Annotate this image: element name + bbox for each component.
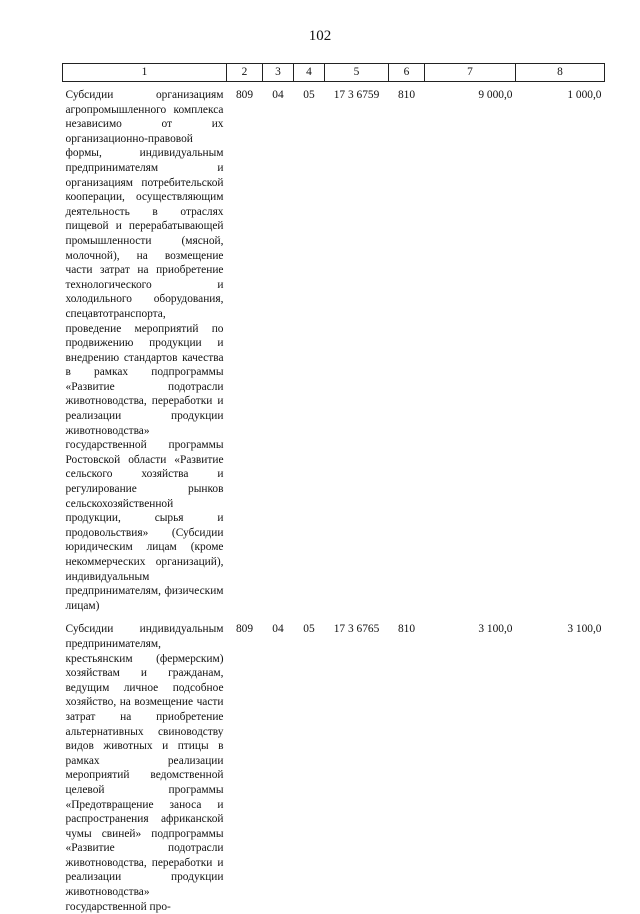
row-amount-2: 3 100,0: [567, 623, 602, 636]
row-section-code: 04: [272, 89, 284, 101]
column-header-7: 7: [425, 64, 516, 82]
row-description: Субсидии индивидуальным предпринимателям, крестьянским (фермерским) хозяйствам и гражданам, ведущим личное подсобное хозяйство, на возмещение части затрат на приобретение альтернативных свиноводству видов животных и птицы в рамках реализации мероприятий ведомственной целевой программы «Предотвращение заноса и распространения африканской чумы свиней» подпрограммы «Развитие подотрасли животноводства, переработки и реализации продукции животноводства» государственной про-: [65, 623, 224, 913]
row-target-article: 17 3 6765: [333, 623, 380, 636]
page-number: 102: [308, 28, 332, 44]
column-header-1: 1: [63, 64, 227, 82]
row-subsection-code: 05: [303, 623, 315, 636]
row-subsection-code: 05: [303, 89, 315, 101]
row-section-code: 04: [272, 623, 284, 636]
row-target-article: 17 3 6759: [333, 89, 380, 101]
column-header-4: 4: [294, 64, 325, 82]
column-header-2: 2: [227, 64, 263, 82]
row-amount-2: 1 000,0: [567, 89, 602, 101]
column-header-6: 6: [389, 64, 425, 82]
row-expense-type: 810: [397, 89, 416, 101]
row-amount-1: 9 000,0: [478, 89, 513, 101]
column-header-5: 5: [325, 64, 389, 82]
budget-table: [62, 63, 605, 914]
row-expense-type: 810: [397, 623, 416, 636]
row-amount-1: 3 100,0: [478, 623, 513, 636]
row-ministry-code: 809: [235, 89, 254, 101]
row-ministry-code: 809: [235, 623, 254, 636]
column-header-8: 8: [516, 64, 605, 82]
column-header-3: 3: [263, 64, 294, 82]
table-row: [63, 613, 605, 914]
row-description: Субсидии организациям агропромышленного комплекса независимо от их организационно-правовой формы, индивидуальным предпринимателям и организациям потребительской кооперации, осуществляющим деятельность в отраслях пищевой и перерабатывающей промышленности (мясной, молочной), на возмещение части затрат на приобретение технологического и холодильного оборудования, спецавтотранспорта, проведение мероприятий по продвижению продукции и внедрению стандартов качества в рамках подпрограммы «Развитие подотрасли животноводства, переработки и реализации продукции животноводства» государственной программы Ростовской области «Развитие сельского хозяйства и регулирование рынков сельскохозяйственной продукции, сырья и продовольствия» (Субсидии юридическим лицам (кроме некоммерческих организаций), индивидуальным предпринимателям, физическим лицам): [65, 89, 224, 612]
table-row: [63, 82, 605, 614]
header-row: [63, 64, 605, 82]
